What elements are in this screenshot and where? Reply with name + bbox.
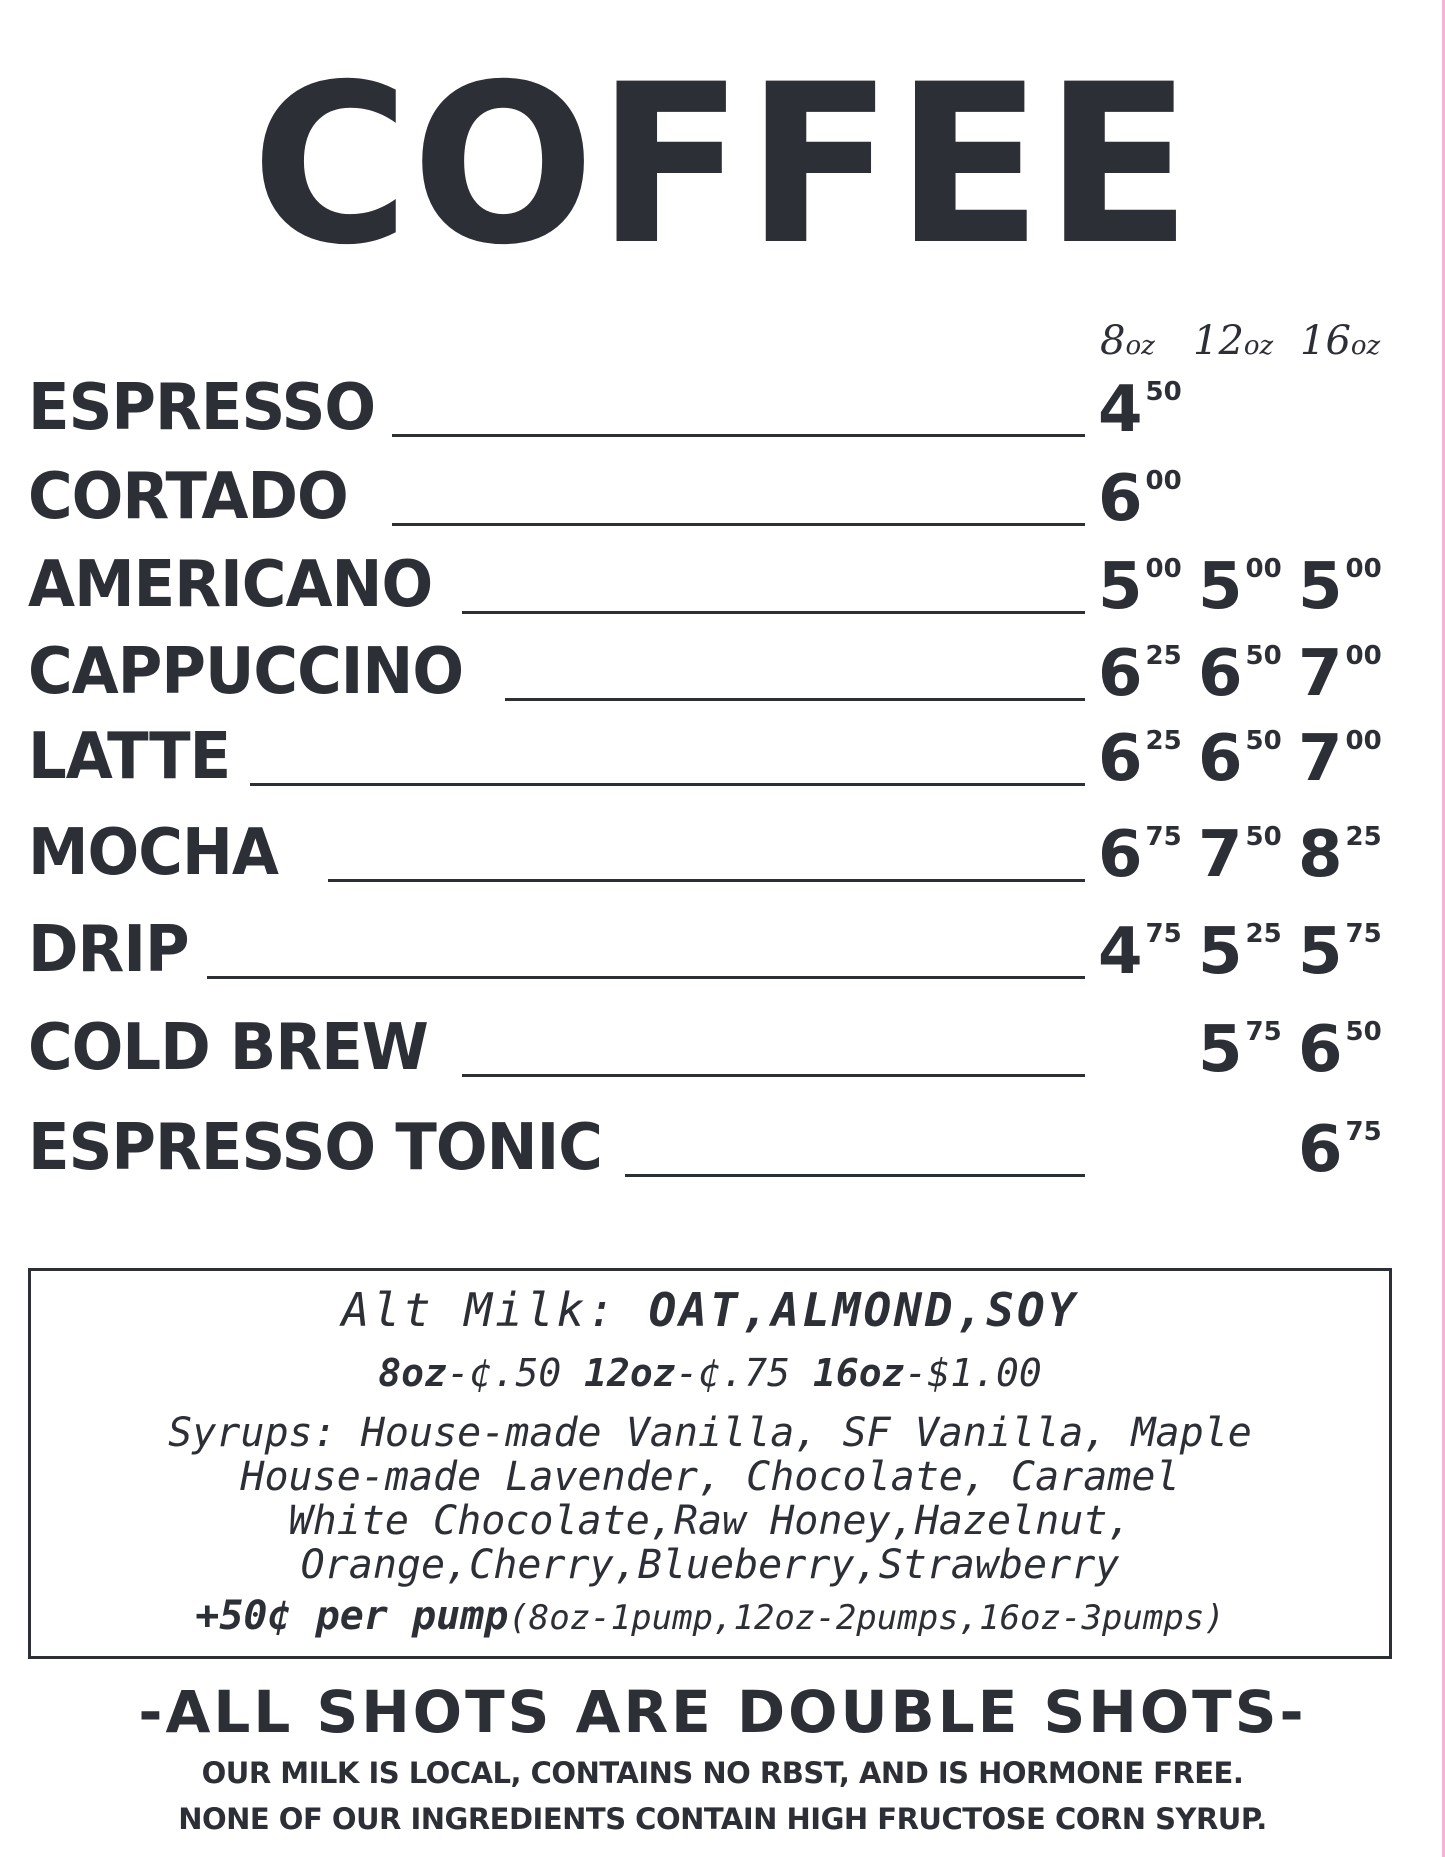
price-16oz: 8 25 [1298, 818, 1382, 892]
pump-price: +50¢ per pump [195, 1593, 509, 1639]
price-16oz: 5 00 [1298, 550, 1382, 624]
menu-item-row [0, 365, 1445, 455]
price-12oz: 5 25 [1198, 915, 1282, 989]
menu-item-name: ESPRESSO [28, 371, 376, 445]
menu-item-name: ESPRESSO TONIC [28, 1111, 602, 1185]
menu-item-row [0, 1005, 1445, 1095]
price-16oz: 5 75 [1298, 915, 1382, 989]
price-12oz: 6 50 [1198, 637, 1282, 711]
menu-item-row [0, 907, 1445, 997]
menu-item-name: CAPPUCCINO [28, 635, 464, 709]
extras-box [28, 1268, 1392, 1659]
price-12oz: 5 75 [1198, 1013, 1282, 1087]
price-8oz: 6 75 [1098, 818, 1182, 892]
price-8oz: 6 00 [1098, 462, 1182, 536]
menu-item-name: DRIP [28, 913, 189, 987]
ingredients-note: NONE OF OUR INGREDIENTS CONTAIN HIGH FRUCTOSE CORN SYRUP. [178, 1802, 1267, 1836]
menu-item-name: MOCHA [28, 816, 278, 890]
menu-item-name: AMERICANO [28, 548, 433, 622]
menu-item-row [0, 629, 1445, 719]
menu-item-name: CORTADO [28, 460, 348, 534]
alt-milk-line [31, 1283, 1389, 1337]
price-16oz: 7 00 [1298, 637, 1382, 711]
price-8oz: 4 50 [1098, 373, 1182, 447]
leader-line [250, 783, 1085, 786]
leader-line [392, 434, 1085, 437]
size-label-8oz: 8oz [1100, 318, 1155, 364]
price-12oz: 7 50 [1198, 818, 1282, 892]
double-shots-note: -ALL SHOTS ARE DOUBLE SHOTS- [138, 1678, 1307, 1746]
menu-item-row [0, 810, 1445, 900]
menu-item-row [0, 454, 1445, 544]
price-8oz: 6 25 [1098, 637, 1182, 711]
price-12oz: 5 00 [1198, 550, 1282, 624]
menu-item-name: LATTE [28, 720, 231, 794]
alt-milk-prices: 8oz-¢.50 12oz-¢.75 16oz-$1.00 [378, 1351, 1042, 1395]
syrups-line-4: Orange,Cherry,Blueberry,Strawberry [300, 1542, 1120, 1588]
price-12oz: 6 50 [1198, 722, 1282, 796]
leader-line [462, 1074, 1085, 1077]
leader-line [505, 698, 1085, 701]
size-label-12oz: 12oz [1193, 318, 1274, 364]
size-label-16oz: 16oz [1300, 318, 1381, 364]
alt-milk-label: Alt Milk: [341, 1283, 618, 1337]
menu-item-name: COLD BREW [28, 1011, 428, 1085]
pump-detail: (8oz-1pump,12oz-2pumps,16oz-3pumps) [508, 1598, 1225, 1638]
syrups-line-3: White Chocolate,Raw Honey,Hazelnut, [288, 1498, 1132, 1544]
size-header [1100, 318, 1410, 368]
price-8oz: 4 75 [1098, 915, 1182, 989]
leader-line [207, 976, 1085, 979]
menu-item-row [0, 714, 1445, 804]
syrups-label: Syrups: [168, 1410, 337, 1456]
price-8oz: 5 00 [1098, 550, 1182, 624]
price-16oz: 6 50 [1298, 1013, 1382, 1087]
leader-line [462, 611, 1085, 614]
milk-note: OUR MILK IS LOCAL, CONTAINS NO RBST, AND IS HORMONE FREE. [201, 1756, 1244, 1790]
price-16oz: 6 75 [1298, 1113, 1382, 1187]
price-8oz: 6 25 [1098, 722, 1182, 796]
syrups-line-1: Syrups: House-made Vanilla, SF Vanilla, Maple [168, 1410, 1252, 1456]
menu-title: COFFEE [251, 37, 1194, 293]
syrups-line-2: House-made Lavender, Chocolate, Caramel [240, 1454, 1180, 1500]
leader-line [328, 879, 1085, 882]
menu-item-row [0, 542, 1445, 632]
leader-line [625, 1174, 1085, 1177]
price-16oz: 7 00 [1298, 722, 1382, 796]
alt-milk-options: OAT,ALMOND,SOY [648, 1283, 1079, 1337]
menu-item-row [0, 1105, 1445, 1195]
leader-line [392, 523, 1085, 526]
syrup-pump-price [31, 1593, 1389, 1639]
